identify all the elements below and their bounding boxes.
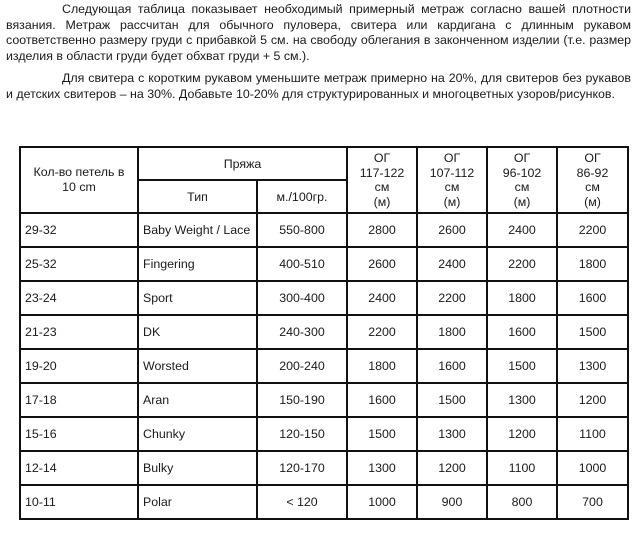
cell-length: 400-510 [257,247,347,281]
intro-paragraph-1: Следующая таблица показывает необходимый примерный метраж согласно вашей плотности вязания. Метраж рассчитан для обычного пуловера, свитера или кардигана с длинным рукавом соответственно размеру груди с прибавкой 5 см. на свободу облегания в законченном изделии (т.е. размер изделия в области груди будет обхват груди + 5 см.). [6,2,631,63]
cell-stitches: 10-11 [20,485,138,519]
table-row [20,247,628,281]
cell-size-4: 1200 [557,383,628,417]
cell-yarn-type: Fingering [138,247,257,281]
cell-size-4: 1000 [557,451,628,485]
cell-size-3: 2400 [487,213,557,247]
table-row [20,213,628,247]
cell-stitches: 12-14 [20,451,138,485]
cell-size-3: 1800 [487,281,557,315]
cell-size-1: 2200 [347,315,417,349]
cell-yarn-type: Sport [138,281,257,315]
cell-yarn-type: DK [138,315,257,349]
cell-size-3: 1200 [487,417,557,451]
yarn-table [19,146,629,520]
cell-size-2: 2600 [417,213,487,247]
table-body [20,213,628,519]
cell-stitches: 25-32 [20,247,138,281]
cell-size-4: 1500 [557,315,628,349]
cell-yarn-type: Bulky [138,451,257,485]
cell-length: 240-300 [257,315,347,349]
cell-yarn-type: Aran [138,383,257,417]
header-type: Тип [138,180,257,213]
table-row [20,281,628,315]
cell-size-2: 1800 [417,315,487,349]
header-size-3: ОГ 96-102 см (м) [487,147,557,213]
cell-stitches: 21-23 [20,315,138,349]
cell-length: 300-400 [257,281,347,315]
cell-length: 200-240 [257,349,347,383]
cell-size-4: 2200 [557,213,628,247]
cell-size-1: 2400 [347,281,417,315]
cell-size-3: 1100 [487,451,557,485]
cell-size-1: 1600 [347,383,417,417]
cell-size-2: 1500 [417,383,487,417]
cell-size-4: 1100 [557,417,628,451]
cell-stitches: 19-20 [20,349,138,383]
cell-length: 120-170 [257,451,347,485]
intro-text [6,2,631,103]
cell-yarn-type: Baby Weight / Lace [138,213,257,247]
cell-size-4: 1600 [557,281,628,315]
cell-size-2: 2200 [417,281,487,315]
table-row [20,417,628,451]
cell-size-3: 1300 [487,383,557,417]
cell-stitches: 15-16 [20,417,138,451]
cell-length: 550-800 [257,213,347,247]
header-length: м./100гр. [257,180,347,213]
cell-size-1: 2600 [347,247,417,281]
table-row [20,383,628,417]
cell-stitches: 17-18 [20,383,138,417]
cell-size-2: 900 [417,485,487,519]
cell-stitches: 23-24 [20,281,138,315]
cell-yarn-type: Polar [138,485,257,519]
cell-size-1: 1300 [347,451,417,485]
header-size-2: ОГ 107-112 см (м) [417,147,487,213]
cell-stitches: 29-32 [20,213,138,247]
intro-paragraph-2: Для свитера с коротким рукавом уменьшите метраж примерно на 20%, для свитеров без рукавов и детских свитеров – на 30%. Добавьте 10-20% для структурированных и многоцветных узоров/рисунков. [6,71,631,101]
cell-size-1: 1800 [347,349,417,383]
table-row [20,485,628,519]
cell-size-2: 1600 [417,349,487,383]
table-row [20,451,628,485]
cell-length: 150-190 [257,383,347,417]
table-row [20,349,628,383]
cell-size-2: 1300 [417,417,487,451]
cell-length: 120-150 [257,417,347,451]
cell-size-3: 2200 [487,247,557,281]
cell-size-4: 700 [557,485,628,519]
cell-size-1: 2800 [347,213,417,247]
cell-yarn-type: Chunky [138,417,257,451]
cell-size-2: 2400 [417,247,487,281]
cell-yarn-type: Worsted [138,349,257,383]
header-size-1: ОГ 117-122 см (м) [347,147,417,213]
cell-size-2: 1200 [417,451,487,485]
cell-size-4: 1800 [557,247,628,281]
table-row [20,315,628,349]
header-yarn: Пряжа [138,147,347,180]
cell-length: < 120 [257,485,347,519]
cell-size-1: 1000 [347,485,417,519]
cell-size-3: 800 [487,485,557,519]
cell-size-1: 1500 [347,417,417,451]
header-size-4: ОГ 86-92 см (м) [557,147,628,213]
cell-size-3: 1600 [487,315,557,349]
cell-size-3: 1500 [487,349,557,383]
header-stitches: Кол-во петель в 10 cm [20,147,138,213]
cell-size-4: 1300 [557,349,628,383]
table-header [20,147,628,213]
